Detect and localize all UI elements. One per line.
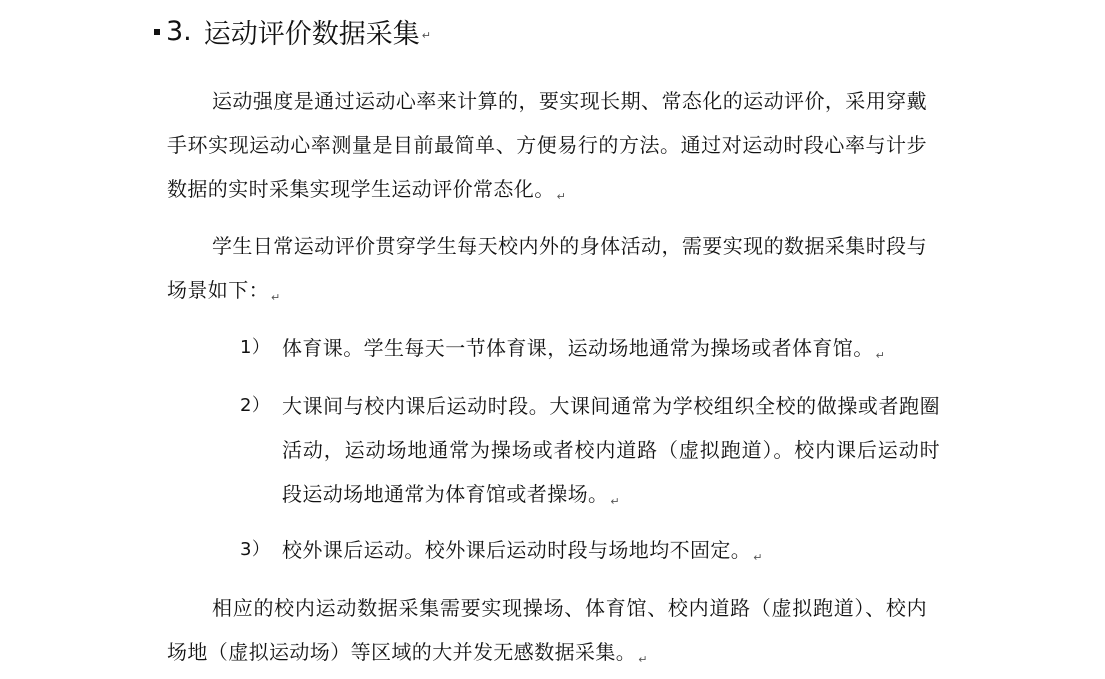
paragraph-campus-collection xyxy=(167,586,927,678)
list-item-text: 校外课后运动。校外课后运动时段与场地均不固定。 xyxy=(282,538,752,562)
list-item-content xyxy=(282,384,940,520)
paragraph-text: 学生日常运动评价贯穿学生每天校内外的身体活动，需要实现的数据采集时段与场景如下： xyxy=(167,234,927,302)
heading-bullet-icon xyxy=(154,29,160,35)
paragraph-heart-rate xyxy=(167,79,927,215)
list-item-number: 3） xyxy=(240,539,271,560)
paragraph-mark-icon: ↵ xyxy=(753,551,763,564)
list-item-number: 1） xyxy=(240,337,271,358)
section-heading xyxy=(154,10,431,52)
list-item xyxy=(240,326,940,374)
list-item xyxy=(240,528,940,576)
paragraph-text: 相应的校内运动数据采集需要实现操场、体育馆、校内道路（虚拟跑道）、校内场地（虚拟运动场）等区域的大并发无感数据采集。 xyxy=(167,596,927,664)
list-item xyxy=(240,384,940,520)
paragraph-collection-scenes xyxy=(167,224,927,316)
paragraph-mark-icon: ↵ xyxy=(875,349,886,362)
heading-number: 3. xyxy=(166,15,192,47)
heading-title: 运动评价数据采集 xyxy=(203,18,420,50)
paragraph-mark-icon: ↵ xyxy=(271,291,281,304)
list-item-content xyxy=(282,326,940,374)
list-item-text: 体育课。学生每天一节体育课，运动场地通常为操场或者体育馆。 xyxy=(282,336,874,360)
paragraph-mark-icon: ↵ xyxy=(610,495,621,508)
list-item-content xyxy=(282,528,940,576)
paragraph-mark-icon: ↵ xyxy=(638,653,648,666)
paragraph-mark-icon: ↵ xyxy=(556,190,567,203)
paragraph-text: 运动强度是通过运动心率来计算的，要实现长期、常态化的运动评价，采用穿戴手环实现运动心率测量是目前最简单、方便易行的方法。通过对运动时段心率与计步数据的实时采集实现学生运动评价常态化。 xyxy=(167,89,927,201)
list-item-text: 大课间与校内课后运动时段。大课间通常为学校组织全校的做操或者跑圈活动，运动场地通常为操场或者校内道路（虚拟跑道）。校内课后运动时段运动场地通常为体育馆或者操场。 xyxy=(282,394,940,506)
list-item-number: 2） xyxy=(240,395,271,416)
paragraph-mark-icon: ↵ xyxy=(421,28,431,42)
